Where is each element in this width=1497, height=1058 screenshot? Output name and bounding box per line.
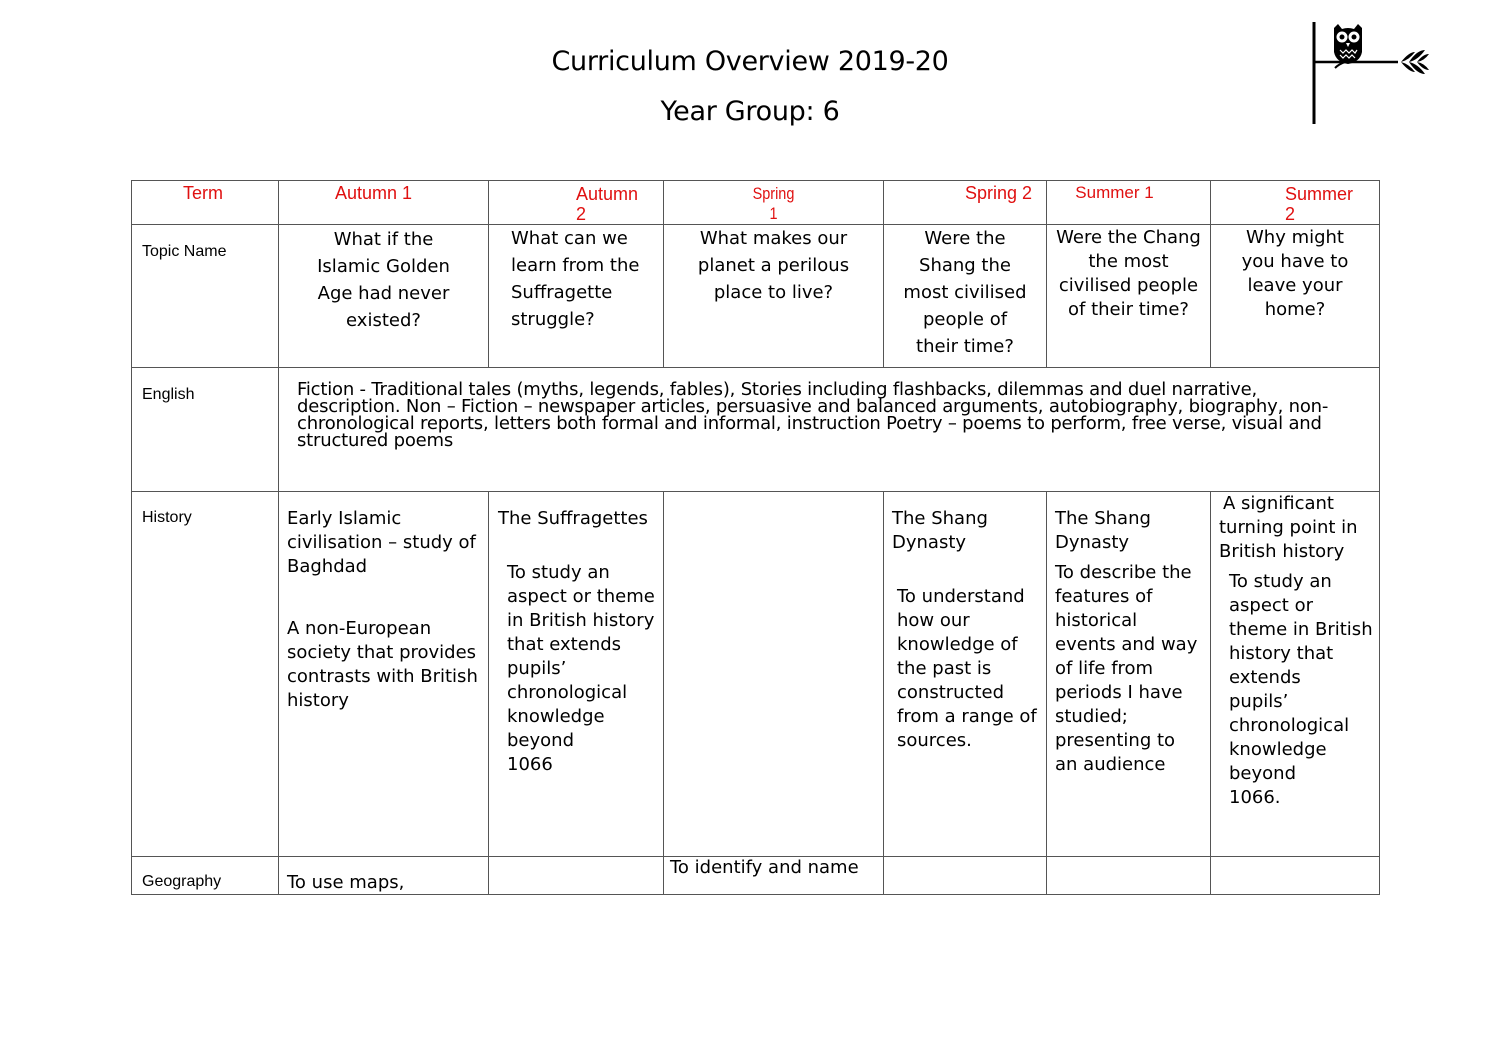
history-cell — [489, 492, 664, 857]
term-autumn-2 — [489, 181, 664, 225]
term-summer-2 — [1211, 181, 1380, 225]
history-label-cell — [132, 492, 279, 857]
history-heading: Early Islamic civilisation – study of Baghdad — [287, 508, 476, 577]
topic-text: Were the Chang the most civilised people of their time? — [1056, 227, 1201, 320]
topic-cell — [1211, 225, 1380, 368]
topic-text: What can we learn from the Suffragette struggle? — [511, 228, 640, 330]
term-label-cell — [132, 181, 279, 225]
topic-cell — [1047, 225, 1211, 368]
topic-cell — [279, 225, 489, 368]
english-label-cell — [132, 368, 279, 492]
geography-row — [132, 857, 1380, 895]
term-name: Spring 2 — [964, 183, 1032, 203]
history-cell — [1047, 492, 1211, 857]
geography-cell — [489, 857, 664, 895]
row-label: English — [142, 386, 195, 403]
history-row — [132, 492, 1380, 857]
page-title: Curriculum Overview 2019-20 — [551, 46, 949, 77]
history-body: To understand how our knowledge of the past is constructed from a range of sources. — [897, 586, 1037, 751]
geography-text: To use maps, — [287, 872, 405, 893]
term-summer-1 — [1047, 181, 1211, 225]
history-body: To study an aspect or theme in British history that extends pupils’ chronological knowledge beyond 1066 — [507, 562, 655, 775]
term-name: Autumn 1 — [334, 183, 413, 203]
term-header-row — [132, 181, 1380, 225]
geography-cell — [664, 857, 884, 895]
history-heading: A significant turning point in British history — [1219, 493, 1358, 562]
history-cell — [884, 492, 1047, 857]
history-cell — [279, 492, 489, 857]
row-label: Geography — [142, 873, 222, 890]
geography-text: To identify and name — [670, 857, 859, 878]
history-heading: The Suffragettes — [498, 508, 648, 529]
topic-label-cell — [132, 225, 279, 368]
topic-cell — [489, 225, 664, 368]
topic-row — [132, 225, 1380, 368]
topic-text: What if the Islamic Golden Age had never existed? — [317, 229, 450, 331]
term-spring-2 — [884, 181, 1047, 225]
row-label: Topic Name — [142, 243, 227, 260]
english-text: Fiction - Traditional tales (myths, legends, fables), Stories including flashbacks, dilemmas and duel narrative, description. Non – Fiction – newspaper articles, persuasive and balanced arguments, autobiography, biography, non-chronological reports, letters both formal and informal, instruction Poetry – poems to perform, free verse, visual and structured poems — [297, 379, 1329, 451]
term-name: Spring 1 — [752, 184, 795, 223]
term-name: Autumn 2 — [576, 184, 639, 224]
history-body: To study an aspect or theme in British history that extends pupils’ chronological knowledge beyond 1066. — [1229, 571, 1373, 808]
term-name: Summer 1 — [1075, 183, 1154, 202]
english-row — [132, 368, 1380, 492]
english-cell — [279, 368, 1380, 492]
geography-cell — [1211, 857, 1380, 895]
topic-cell — [884, 225, 1047, 368]
row-label: History — [142, 509, 192, 526]
geography-cell — [279, 857, 489, 895]
history-cell — [1211, 492, 1380, 857]
term-autumn-1 — [279, 181, 489, 225]
history-cell — [664, 492, 884, 857]
term-spring-1 — [664, 181, 884, 225]
owl-on-branch-icon — [1305, 18, 1435, 128]
topic-cell — [664, 225, 884, 368]
curriculum-table — [131, 180, 1380, 895]
history-body: To describe the features of historical events and way of life from periods I have studied; presenting to an audience — [1055, 562, 1198, 775]
geography-cell — [1047, 857, 1211, 895]
term-label: Term — [183, 183, 223, 203]
geography-cell — [884, 857, 1047, 895]
history-heading: The Shang Dynasty — [892, 508, 988, 553]
history-body: A non-European society that provides contrasts with British history — [287, 618, 478, 711]
geography-label-cell — [132, 857, 279, 895]
topic-text: Were the Shang the most civilised people of their time? — [903, 228, 1027, 357]
history-heading: The Shang Dynasty — [1055, 508, 1151, 553]
topic-text: Why might you have to leave your home? — [1241, 227, 1349, 320]
term-name: Summer 2 — [1285, 184, 1354, 224]
year-group-heading: Year Group: 6 — [660, 96, 840, 127]
topic-text: What makes our planet a perilous place to live? — [697, 228, 850, 303]
